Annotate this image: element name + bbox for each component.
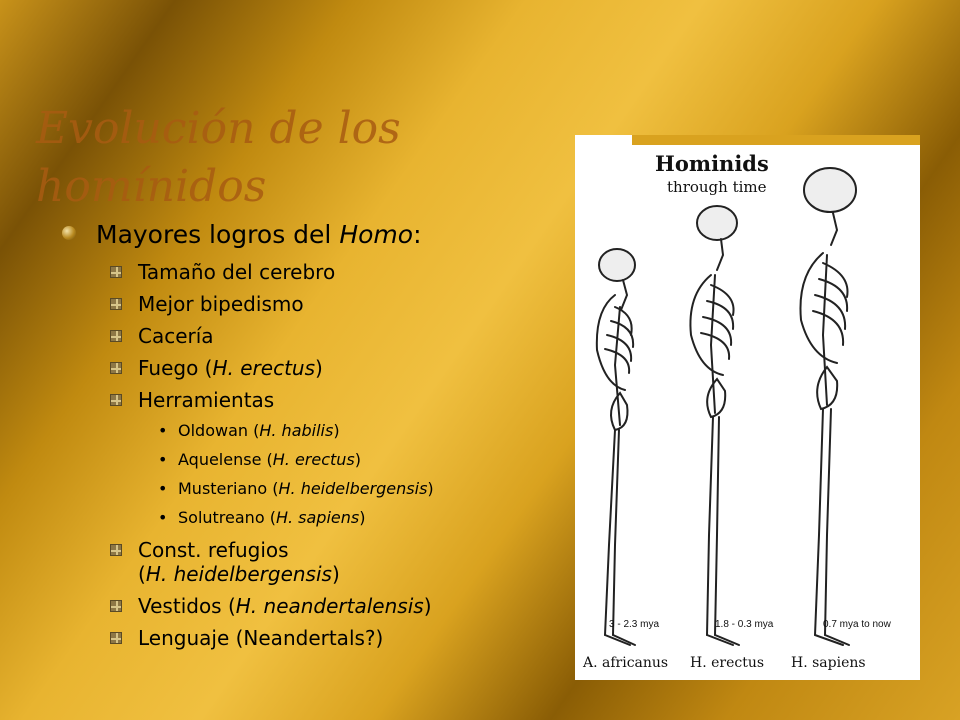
tool-item: • Musteriano (H. heidelbergensis): [158, 479, 434, 498]
main-point: Mayores logros del Homo:: [62, 218, 582, 252]
skeletons-illustration: [575, 135, 920, 680]
square-bullet-icon: [110, 362, 122, 374]
list-item: Tamaño del cerebro: [62, 260, 582, 284]
figure-title: Hominids: [655, 151, 769, 176]
label-erectus: H. erectus: [690, 655, 765, 671]
dot-bullet-icon: •: [158, 421, 168, 440]
skeleton-africanus-icon: [597, 249, 635, 645]
tool-item: • Oldowan (H. habilis): [158, 421, 340, 440]
square-bullet-icon: [110, 298, 122, 310]
list-item: Lenguaje (Neandertals?): [62, 626, 582, 650]
square-bullet-icon: [110, 632, 122, 644]
age-sapiens: 0.7 mya to now: [823, 619, 891, 630]
slide-title: Evolución de los homínidos: [36, 103, 401, 212]
skeleton-erectus-icon: [690, 206, 739, 645]
list-item: Mejor bipedismo: [62, 292, 582, 316]
square-bullet-icon: [110, 600, 122, 612]
dot-bullet-icon: •: [158, 479, 168, 498]
tool-item: • Solutreano (H. sapiens): [158, 508, 366, 527]
square-bullet-icon: [110, 394, 122, 406]
square-bullet-icon: [110, 266, 122, 278]
list-item: Cacería: [62, 324, 582, 348]
figure-subtitle: through time: [667, 178, 767, 196]
list-item: Fuego (H. erectus): [62, 356, 582, 380]
list-item: Const. refugios (H. heidelbergensis): [62, 538, 582, 586]
list-item: Vestidos (H. neandertalensis): [62, 594, 582, 618]
tool-item: • Aquelense (H. erectus): [158, 450, 362, 469]
dot-bullet-icon: •: [158, 450, 168, 469]
age-erectus: 1.8 - 0.3 mya: [715, 619, 774, 630]
content-list: [62, 218, 582, 650]
label-africanus: A. africanus: [583, 655, 669, 671]
list-item: Herramientas: [62, 388, 582, 412]
square-bullet-icon: [110, 330, 122, 342]
label-sapiens: H. sapiens: [791, 655, 866, 671]
dot-bullet-icon: •: [158, 508, 168, 527]
square-bullet-icon: [110, 544, 122, 556]
age-africanus: 3 - 2.3 mya: [609, 619, 660, 630]
round-bullet-icon: [62, 226, 76, 240]
hominids-figure: [575, 135, 920, 680]
skeleton-sapiens-icon: [800, 168, 856, 645]
